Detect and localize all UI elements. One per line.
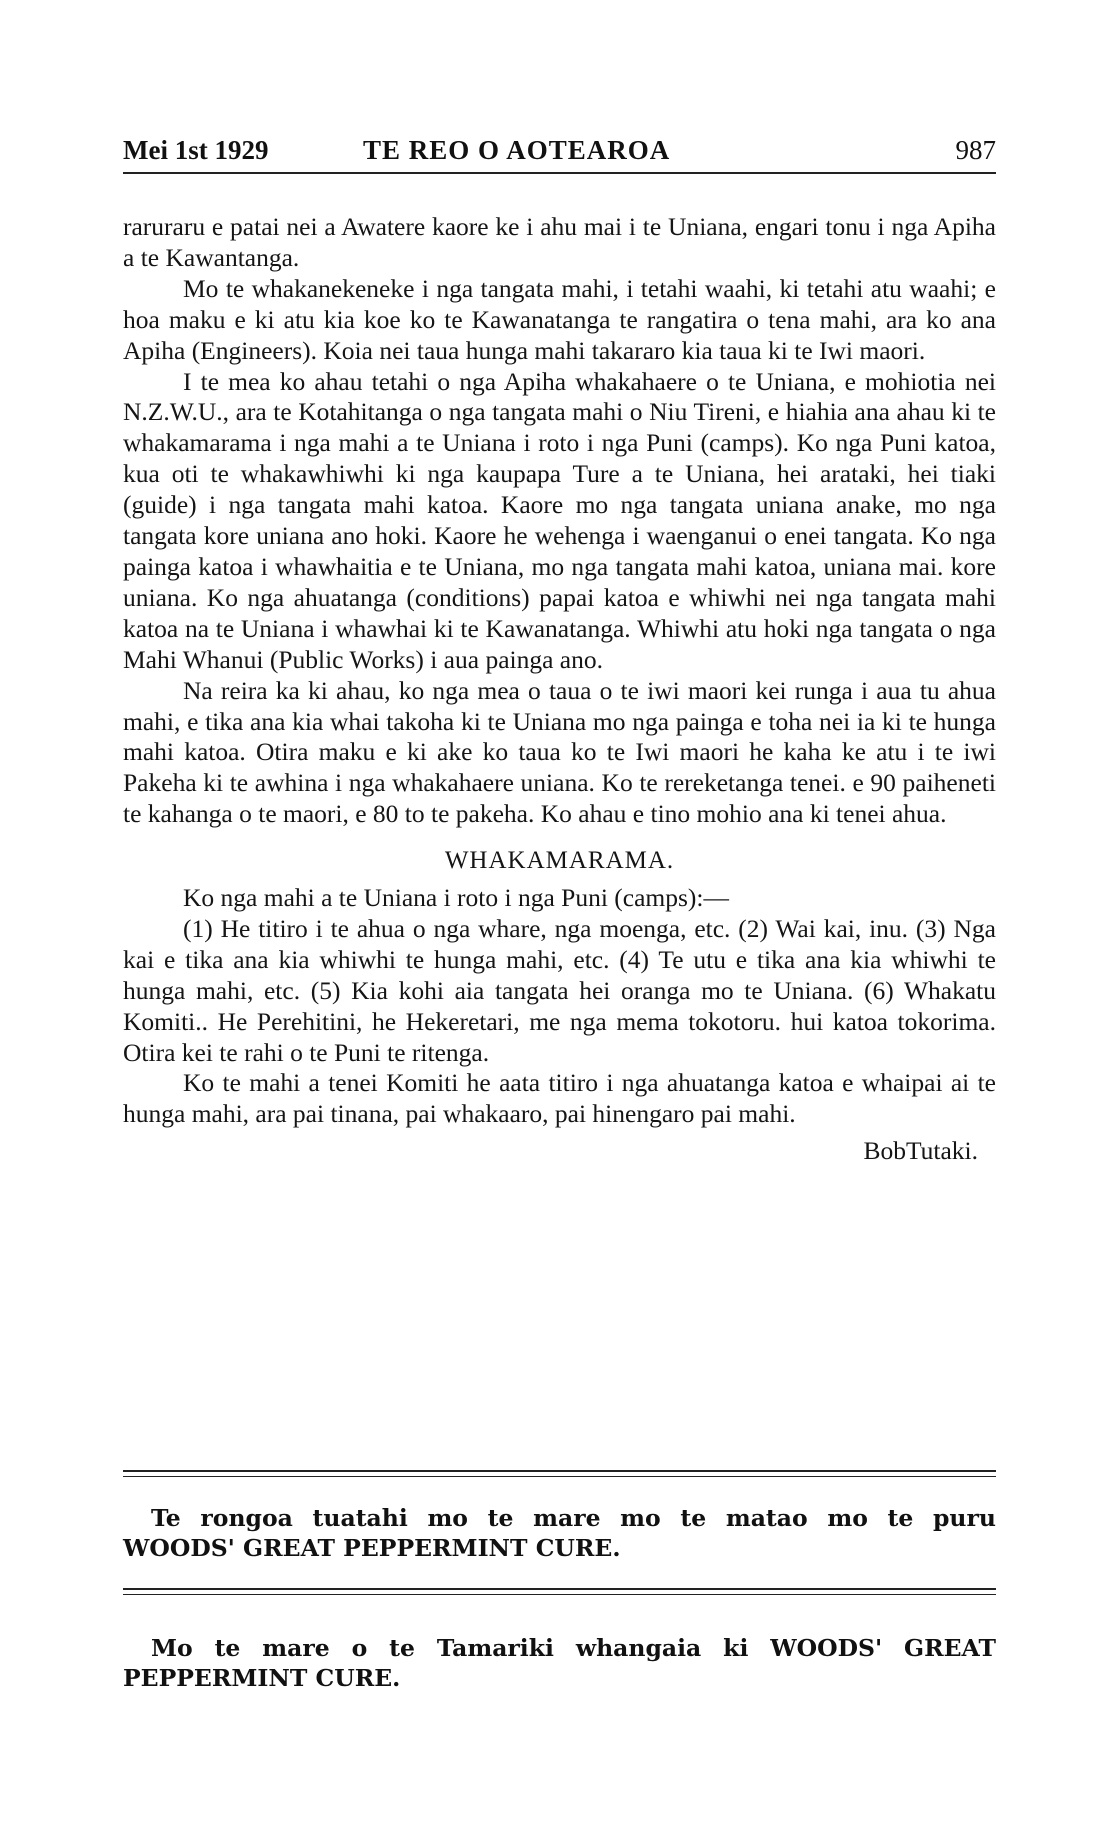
advert-line: PEPPERMINT CURE. <box>123 1664 401 1692</box>
advert-divider <box>123 1470 996 1477</box>
header-rule <box>123 172 996 174</box>
advert-line: Mo te mare o te Tamariki whangaia ki WOODS' GREAT <box>151 1634 996 1662</box>
advert-peppermint-cure-2 <box>123 1633 996 1693</box>
advert-line: Te rongoa tuatahi mo te mare mo te matao mo te puru <box>151 1504 996 1532</box>
section-paragraph: Ko te mahi a tenei Komiti he aata titiro i nga ahuatanga katoa e whaipai ai te hunga mahi, ara pai tinana, pai whakaaro, pai hinengaro pai mahi. <box>123 1068 996 1129</box>
advert-line: WOODS' GREAT PEPPERMINT CURE. <box>123 1534 621 1562</box>
page-header <box>123 133 996 167</box>
issue-date: Mei 1st 1929 <box>123 135 269 165</box>
section-paragraph: Ko nga mahi a te Uniana i roto i nga Puni (camps):— <box>183 883 729 913</box>
article-paragraph: raruraru e patai nei a Awatere kaore ke i ahu mai i te Uniana, engari tonu i nga Apiha a te Kawantanga. <box>123 212 996 272</box>
section-heading: WHAKAMARAMA. <box>444 847 675 875</box>
advert-divider <box>123 1588 996 1595</box>
article-paragraph: Na reira ka ki ahau, ko nga mea o taua o te iwi maori kei runga i aua tu ahua mahi, e tika ana kia whai takoha ki te Uniana mo nga painga e toha nei ia ki te hunga mahi katoa. Otira maku e ki ake ko taua ko te Iwi maori he kaha ke atu i te iwi Pakeha ki te awhina i nga whakahaere uniana. Ko te rereketanga tenei. e 90 paiheneti te kahanga o te maori, e 80 to te pakeha. Ko ahau e tino mohio ana ki tenei ahua. <box>123 675 996 829</box>
article-paragraph: Mo te whakanekeneke i nga tangata mahi, i tetahi waahi, ki tetahi atu waahi; e hoa maku e ki atu kia koe ko te Kawanatanga te rangatira o tena mahi, ara ko ana Apiha (Engineers). Koia nei taua hunga mahi takararo kia taua ki te Iwi maori. <box>123 273 996 365</box>
page-number: 987 <box>955 135 996 165</box>
section-paragraph: (1) He titiro i te ahua o nga whare, nga moenga, etc. (2) Wai kai, inu. (3) Nga kai e tika ana kia whiwhi te hunga mahi, etc. (4) Te utu e tika ana kia whiwhi te hunga mahi, etc. (5) Kia kohi aia tangata hei oranga mo te Uniana. (6) Whakatu Komiti.. He Perehitini, he Hekeretari, me nga mema tokotoru. hui katoa tokorima. Otira kei te rahi o te Puni te ritenga. <box>123 913 996 1067</box>
article-paragraph: I te mea ko ahau tetahi o nga Apiha whakahaere o te Uniana, e mohiotia nei N.Z.W.U., ara te Kotahitanga o nga tangata mahi o Niu Tireni, e hiahia ana ahau ki te whakamarama i nga mahi a te Uniana i roto i nga Puni (camps). Ko nga Puni katoa, kua oti te whakawhiwhi ki nga kaupapa Ture a te Uniana, hei arataki, hei tiaki (guide) i nga tangata mahi katoa. Kaore mo nga tangata uniana anake, mo nga tangata kore uniana ano hoki. Kaore he wehenga i waenganui o enei tangata. Ko nga painga katoa i whawhaitia e te Uniana, mo nga tangata mahi katoa, uniana mai. kore uniana. Ko nga ahuatanga (conditions) papai katoa e whiwhi nei nga tangata mahi katoa na te Uniana i whawhai ki te Kawanatanga. Whiwhi atu hoki nga tangata o nga Mahi Whanui (Public Works) i aua painga ano. <box>123 366 996 674</box>
author-signature: BobTutaki. <box>863 1136 978 1166</box>
article-body <box>123 212 996 1167</box>
advert-peppermint-cure-1 <box>123 1503 996 1563</box>
publication-title: TE REO O AOTEAROA <box>363 135 671 165</box>
